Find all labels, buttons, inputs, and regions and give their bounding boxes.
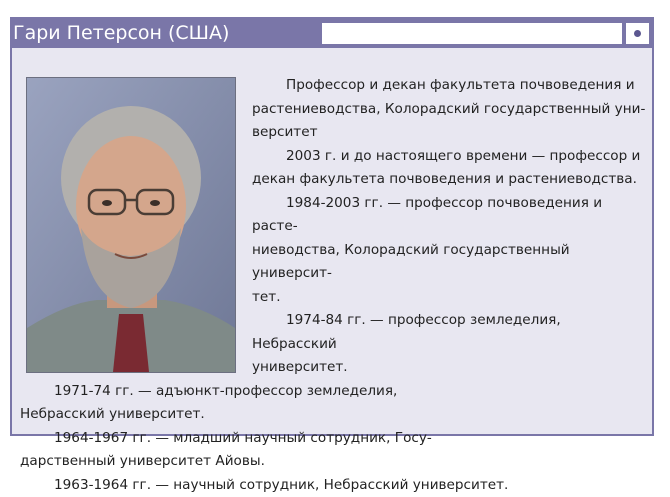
bio-paragraph: 1974-84 гг. — профессор земледелия, Небрасский университет. <box>20 309 648 380</box>
photo-spacer <box>20 74 252 374</box>
dot-icon <box>634 30 641 37</box>
bio-paragraph: Профессор и декан факультета почвоведения и растениеводства, Колорадский государственный уни- верситет <box>20 74 648 145</box>
bio-paragraph: 1964-1967 гг. — младший научный сотрудник, Госу- дарственный университет Айовы. <box>20 427 648 474</box>
biography-text <box>20 74 648 497</box>
title-bar <box>12 19 652 48</box>
bio-paragraph: 1963-1964 гг. — научный сотрудник, Небрасский университет. <box>20 474 648 497</box>
bio-paragraph: 1971-74 гг. — адъюнкт-профессор земледелия, Небрасский университет. <box>20 380 648 427</box>
page-title: Гари Петерсон (США) <box>13 21 229 45</box>
bio-card <box>10 17 654 436</box>
bio-paragraph: 1984-2003 гг. — профессор почвоведения и расте- ниеводства, Колорадский государственный университ- тет. <box>20 192 648 310</box>
title-dot-box <box>626 23 649 44</box>
bio-paragraph: 2003 г. и до настоящего времени — профессор и декан факультета почвоведения и растениеводства. <box>20 145 648 192</box>
title-decoration-box <box>322 23 622 44</box>
